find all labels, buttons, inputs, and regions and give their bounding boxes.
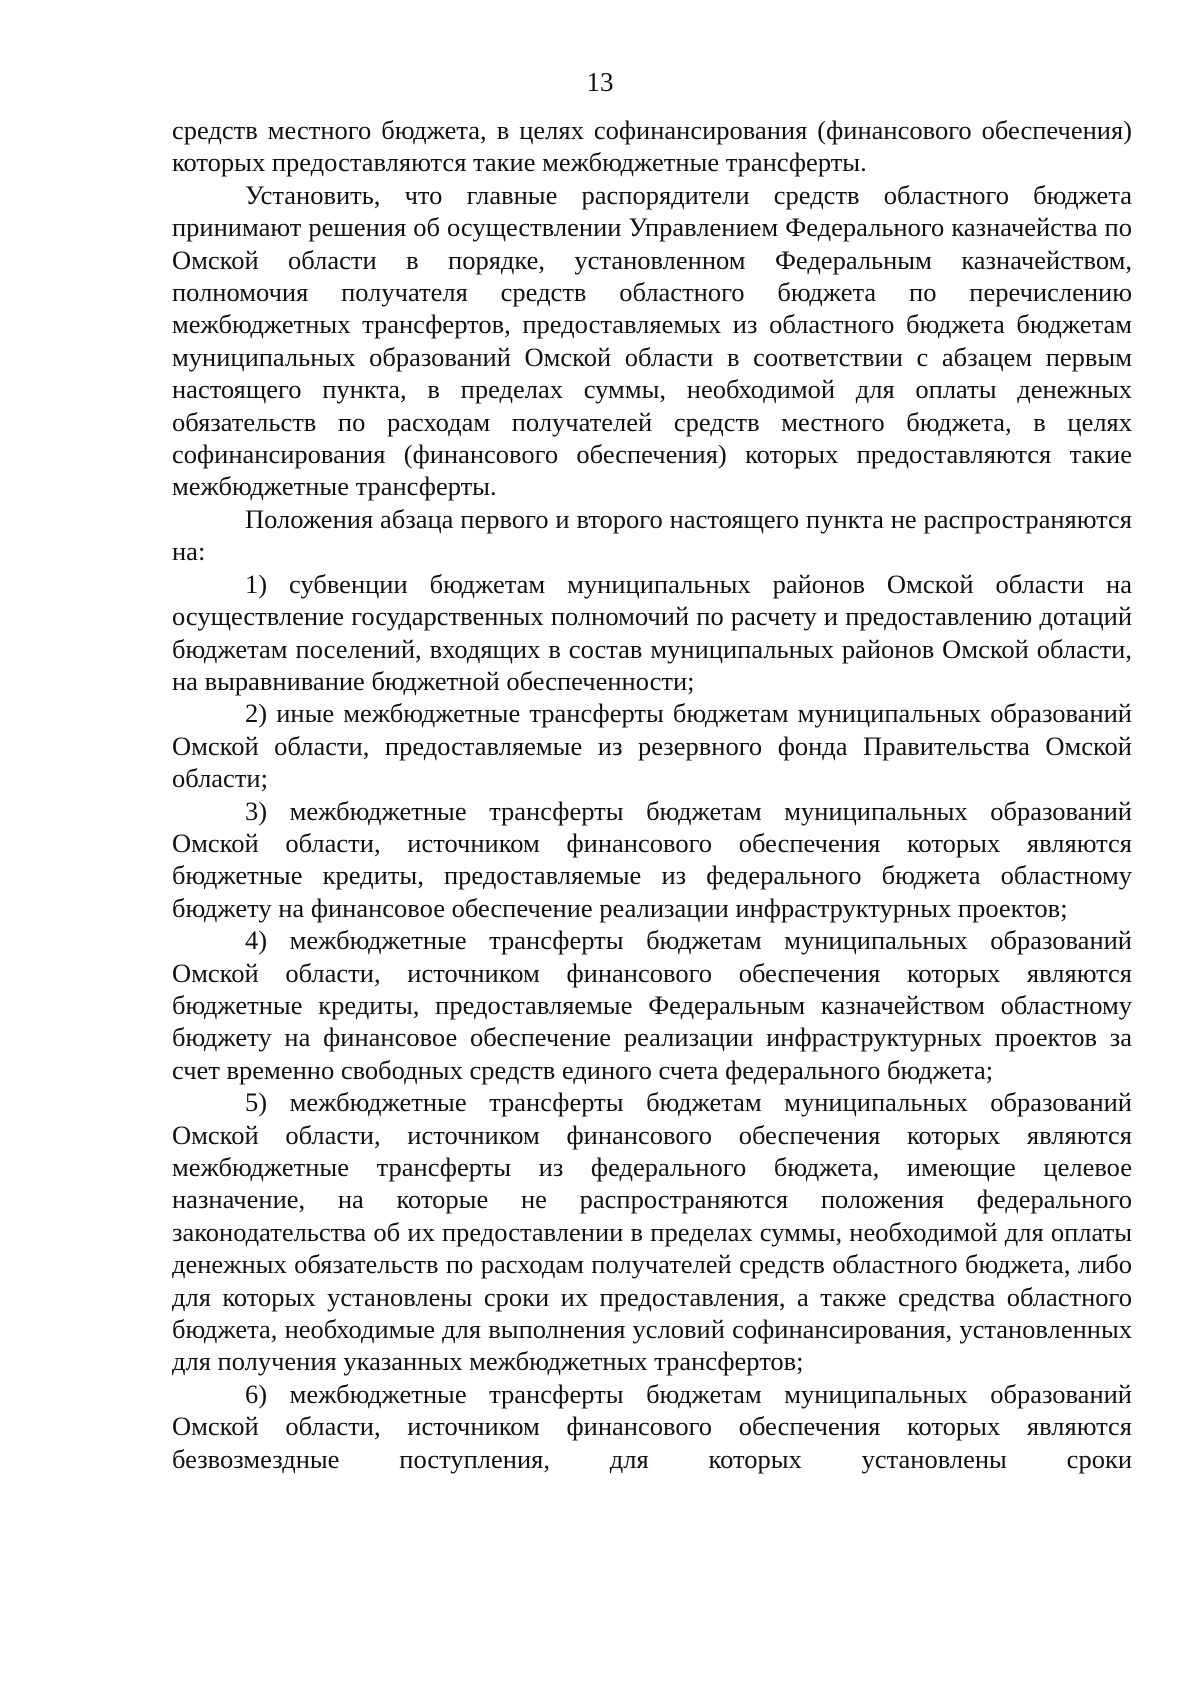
list-item-2: 2) иные межбюджетные трансферты бюджетам муниципальных образований Омской области, предоставляемые из резервного фонда Правительства Омской области; xyxy=(172,698,1132,794)
list-item-1: 1) субвенции бюджетам муниципальных районов Омской области на осуществление государственных полномочий по расчету и предоставлению дотаций бюджетам поселений, входящих в состав муниципальных районов Омской области, на выравнивание бюджетной обеспеченности; xyxy=(172,568,1132,696)
list-item-5: 5) межбюджетные трансферты бюджетам муниципальных образований Омской области, источником финансового обеспечения которых являются межбюджетные трансферты из федерального бюджета, имеющие целевое назначение, на которые не распространяются положения федерального законодательства об их предоставлении в пределах суммы, необходимой для оплаты денежных обязательств по расходам получателей средств областного бюджета, либо для которых установлены сроки их предоставления, а также средства областного бюджета, необходимые для выполнения условий софинансирования, установленных для получения указанных межбюджетных трансфертов; xyxy=(172,1087,1132,1377)
page-number: 13 xyxy=(586,67,614,97)
list-item-3: 3) межбюджетные трансферты бюджетам муниципальных образований Омской области, источником финансового обеспечения которых являются бюджетные кредиты, предоставляемые из федерального бюджета областному бюджету на финансовое обеспечение реализации инфраструктурных проектов; xyxy=(172,795,1132,923)
paragraph-authority-decision: Установить, что главные распорядители средств областного бюджета принимают решения об осуществлении Управлением Федерального казначейства по Омской области в порядке, установленном Федеральным казначейством, полномочия получателя средств областного бюджета по перечислению межбюджетных трансфертов, предоставляемых из областного бюджета бюджетам муниципальных образований Омской области в соответствии с абзацем первым настоящего пункта, в пределах суммы, необходимой для оплаты денежных обязательств по расходам получателей средств местного бюджета, в целях софинансирования (финансового обеспечения) которых предоставляются такие межбюджетные трансферты. xyxy=(172,179,1132,502)
document-body xyxy=(172,114,1132,1475)
list-item-6: 6) межбюджетные трансферты бюджетам муниципальных образований Омской области, источником финансового обеспечения которых являются безвозмездные поступления, для которых установлены сроки xyxy=(172,1378,1132,1474)
list-item-4: 4) межбюджетные трансферты бюджетам муниципальных образований Омской области, источником финансового обеспечения которых являются бюджетные кредиты, предоставляемые Федеральным казначейством областному бюджету на финансовое обеспечение реализации инфраструктурных проектов за счет временно свободных средств единого счета федерального бюджета; xyxy=(172,925,1132,1085)
paragraph-continuation: средств местного бюджета, в целях софинансирования (финансового обеспечения) которых предоставляются такие межбюджетные трансферты. xyxy=(172,115,1132,178)
paragraph-exceptions-intro: Положения абзаца первого и второго настоящего пункта не распространяются на: xyxy=(172,503,1132,567)
